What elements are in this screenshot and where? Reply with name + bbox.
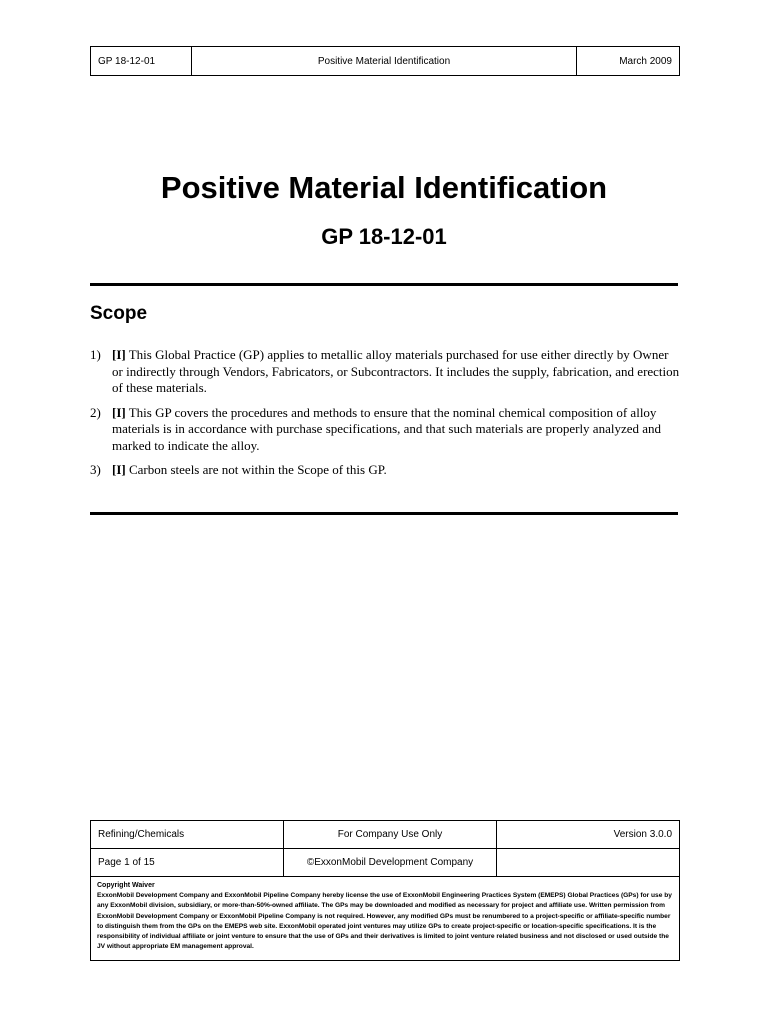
document-number: GP 18-12-01: [321, 224, 447, 249]
scope-item-text: Carbon steels are not within the Scope of this GP.: [125, 462, 387, 477]
page-footer: [90, 820, 680, 961]
scope-item-tag: [I]: [112, 462, 126, 477]
copyright-waiver: [91, 877, 680, 961]
scope-item-number: 1): [90, 347, 101, 362]
footer-copyright: ©ExxonMobil Development Company: [284, 849, 497, 877]
copyright-waiver-title: Copyright Waiver: [97, 882, 155, 889]
scope-item-number: 3): [90, 462, 101, 477]
document-title: Positive Material Identification: [160, 170, 608, 205]
page-header: [90, 46, 680, 76]
scope-list: [90, 347, 680, 487]
section-divider-top: [90, 283, 678, 286]
footer-version: Version 3.0.0: [497, 821, 680, 849]
footer-page-number: Page 1 of 15: [91, 849, 284, 877]
scope-item-2: [90, 405, 680, 455]
header-title: Positive Material Identification: [192, 47, 577, 76]
section-divider-bottom: [90, 512, 678, 515]
scope-item-number: 2): [90, 404, 101, 420]
scope-item-1: [90, 347, 680, 397]
scope-heading: Scope: [90, 303, 148, 324]
copyright-waiver-text: ExxonMobil Development Company and ExxonMobil Pipeline Company hereby license the use of ExxonMobil Engineering Practices System (EMEPS) Global Practices (GPs) for use by any ExxonMobil division, subsidiary, or more-than-50%-owned affiliate. The GPs may be downloaded and modified as necessary for project and affiliate use. Written permission from ExxonMobil Development Company or ExxonMobil Pipeline Company is not required. However, any modified GPs must be renumbered to a project-specific or affiliate-specific number to distinguish them from the GPs on the EMEPS web site. ExxonMobil operated joint ventures may utilize GPs to create project-specific or location-specific specifications. It is the responsibility of individual affiliate or joint venture to ensure that the use of GPs and their derivatives is limited to joint venture related business and not disclosed or used outside the JV without appropriate EM management approval.: [97, 892, 672, 951]
footer-empty-cell: [497, 849, 680, 877]
scope-item-3: [90, 462, 680, 479]
scope-item-text: This GP covers the procedures and methods to ensure that the nominal chemical composition of alloy materials is in accordance with purchase specifications, and that such materials are properly analyzed and marked to indicate the alloy.: [112, 404, 662, 453]
scope-item-tag: [I]: [112, 347, 126, 362]
footer-classification: For Company Use Only: [284, 821, 497, 849]
scope-item-text: This Global Practice (GP) applies to metallic alloy materials purchased for use either directly by Owner or indirectly through Vendors, Fabricators, or Subcontractors. It includes the supply, fabrication, and erection of these materials.: [112, 347, 680, 395]
scope-item-tag: [I]: [112, 404, 126, 420]
header-doc-code: GP 18-12-01: [91, 47, 192, 76]
footer-department: Refining/Chemicals: [91, 821, 284, 849]
header-date: March 2009: [577, 47, 680, 76]
